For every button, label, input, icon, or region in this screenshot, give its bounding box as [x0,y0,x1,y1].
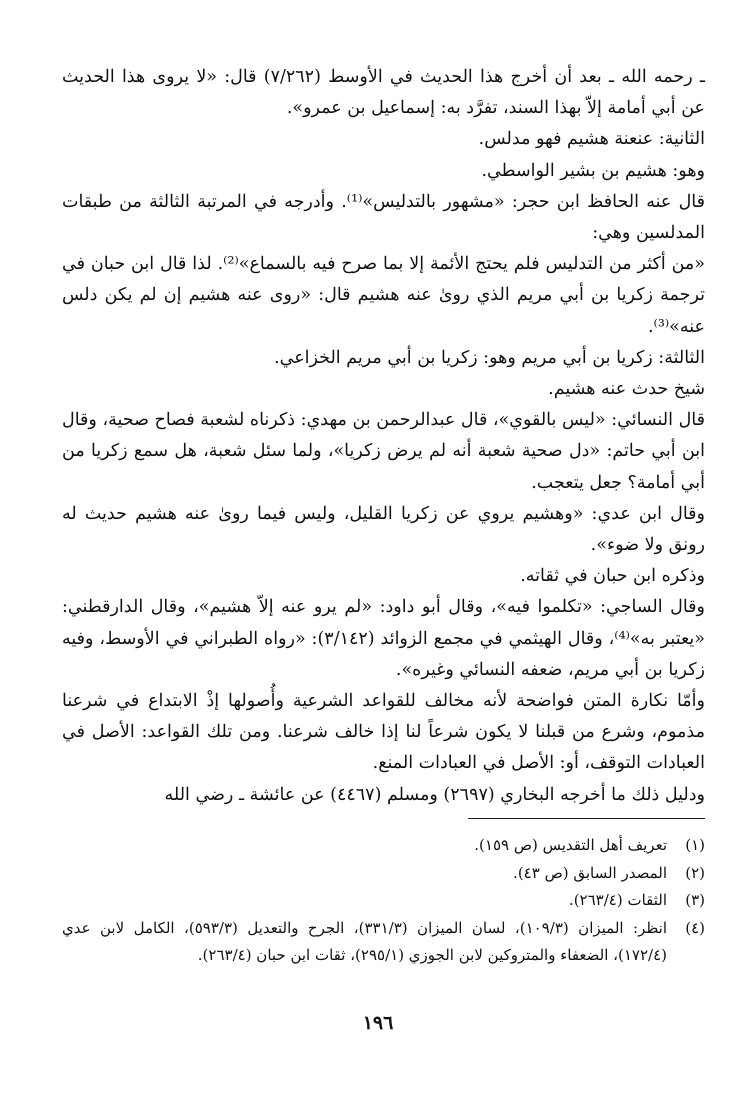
paragraph-8: قال النسائي: «ليس بالقوي»، قال عبدالرحمن بن مهدي: ذكرناه لشعبة فصاح صحية، وقال ابن أبي حاتم: «دل صحية شعبة أنه لم يرض زكريا»، ولما سئل شعبة، هل سمع زكريا من أبي أمامة؟ جعل يتعجب. [62,410,705,493]
footnote-text: انظر: الميزان (١٠٩/٣)، لسان الميزان (٣٣١/٣)، الجرح والتعديل (٥٩٣/٣)، الكامل لابن عدي (١٧٢/٤)، الضعفاء والمتروكين لابن الجوزي (٢٩٥/١)، ثقات ابن حبان (٢٦٣/٤). [62,918,667,964]
paragraph-11: وقال الساجي: «تكلموا فيه»، وقال أبو داود: «لم يرو عنه إلاّ هشيم»، وقال الدارقطني: «يعتبر به»⁽⁴⁾، وقال الهيثمي في مجمع الزوائد (٣/١٤٢): «رواه الطبراني في الأوسط، وفيه زكريا بن أبي مريم، ضعفه النسائي وغيره». [62,597,705,680]
paragraph-5: «من أكثر من التدليس فلم يحتج الأئمة إلا بما صرح فيه بالسماع»⁽²⁾. لذا قال ابن حبان في ترجمة زكريا بن أبي مريم الذي روىٰ عنه هشيم قال: «روى عنه هشيم إن لم يكن دلس عنه»⁽³⁾. [62,254,705,337]
page-number: ١٩٦ [362,1012,394,1034]
paragraph-12: وأمّا نكارة المتن فواضحة لأنه مخالف للقواعد الشرعية وأُصولها إذْ الابتداع في شرعنا مذموم، وشرع من قبلنا لا يكون شرعاً لنا إذا خالف شرعنا. ومن تلك القواعد: الأصل في العبادات التوقف، أو: الأصل في العبادات المنع. [62,691,705,774]
footnote-number: (٤) [685,918,705,937]
paragraph-4: قال عنه الحافظ ابن حجر: «مشهور بالتدليس»⁽¹⁾. وأدرجه في المرتبة الثالثة من طبقات المدلسين وهي: [62,191,706,244]
footnote-separator [468,818,705,819]
paragraph-9: وقال ابن عدي: «وهشيم يروي عن زكريا القليل، وليس فيما روىٰ عنه هشيم حديث له رونق ولا ضوء». [62,503,705,556]
footnote-number: (١) [685,836,705,854]
paragraph-13: ودليل ذلك ما أخرجه البخاري (٢٦٩٧) ومسلم (٤٤٦٧) عن عائشة ـ رضي الله [164,784,705,805]
footnote-number: (٣) [685,891,705,909]
footnotes [62,832,705,970]
footnote-4 [62,915,705,970]
footnote-text: تعريف أهل التقديس (ص ١٥٩). [474,836,667,854]
footnote-text: المصدر السابق (ص ٤٣). [513,863,667,882]
main-text [62,62,705,811]
paragraph-7: شيخ حدث عنه هشيم. [548,379,705,400]
paragraph-3: وهو: هشيم بن بشير الواسطي. [481,160,705,181]
paragraph-10: وذكره ابن حبان في ثقاته. [520,566,705,587]
footnote-1 [62,832,705,860]
footnote-number: (٢) [685,863,705,882]
footnote-text: الثقات (٢٦٣/٤). [568,891,667,909]
paragraph-6: الثالثة: زكريا بن أبي مريم وهو: زكريا بن أبي مريم الخزاعي. [274,347,705,368]
footnote-2 [62,860,705,888]
paragraph-2: الثانية: عنعنة هشيم فهو مدلس. [478,129,705,150]
footnote-3 [62,887,705,915]
paragraph-1: ـ رحمه الله ـ بعد أن أخرج هذا الحديث في الأوسط (٧/٢٦٢) قال: «لا يروى هذا الحديث عن أبي أمامة إلاّ بهذا السند، تفرَّد به: إسماعيل بن عمرو». [62,67,706,119]
